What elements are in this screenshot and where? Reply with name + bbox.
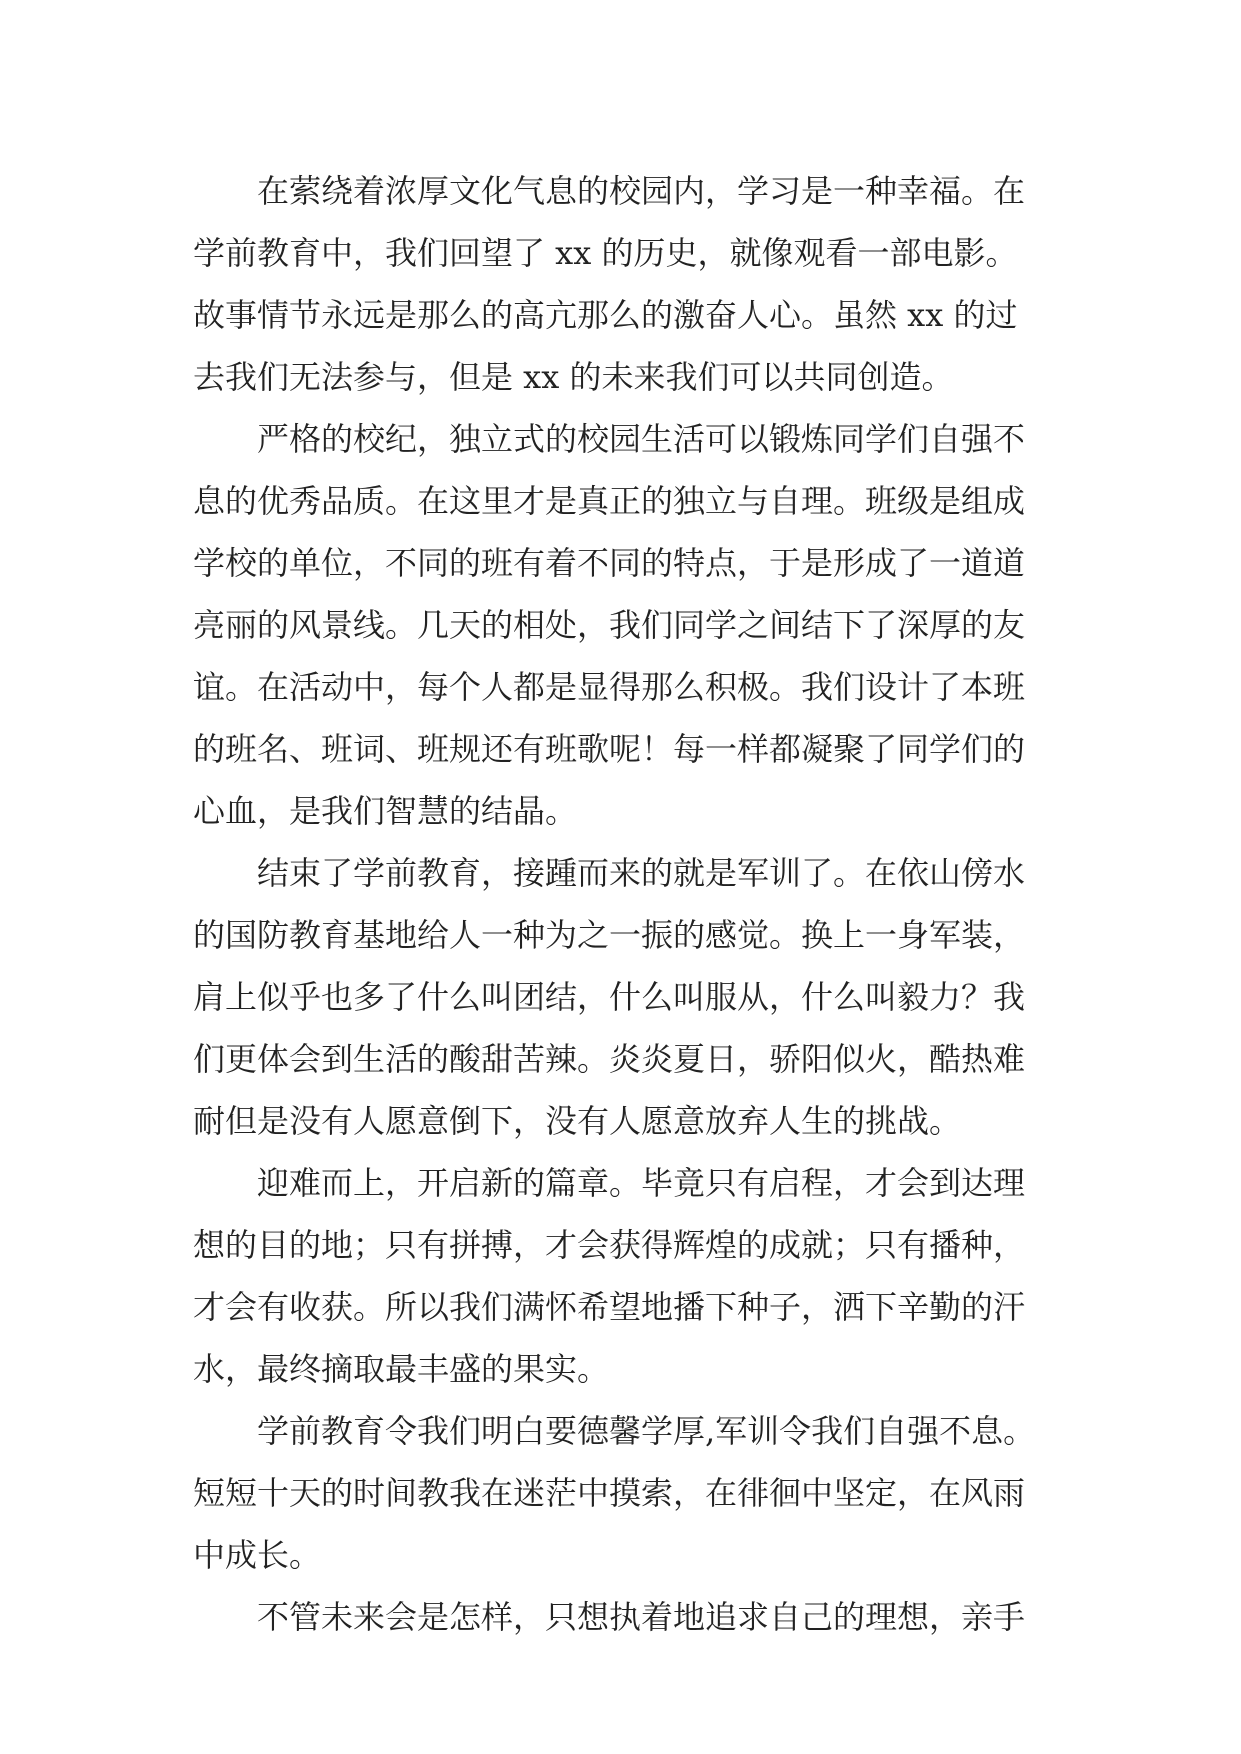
paragraph-5-line-3: 中成长。 — [193, 1536, 322, 1574]
paragraph-1-line-3: 故事情节永远是那么的高亢那么的激奋人心。虽然 xx 的过 — [193, 296, 1018, 334]
paragraph-4-line-3: 才会有收获。所以我们满怀希望地播下种子，洒下辛勤的汗 — [193, 1288, 1026, 1326]
paragraph-3-line-1: 结束了学前教育，接踵而来的就是军训了。在依山傍水 — [257, 854, 1026, 892]
paragraph-1-line-1: 在萦绕着浓厚文化气息的校园内，学习是一种幸福。在 — [257, 172, 1026, 210]
paragraph-3-line-2: 的国防教育基地给人一种为之一振的感觉。换上一身军装， — [193, 916, 1026, 954]
paragraph-2-line-2: 息的优秀品质。在这里才是真正的独立与自理。班级是组成 — [193, 482, 1026, 520]
paragraph-1-line-2: 学前教育中，我们回望了 xx 的历史，就像观看一部电影。 — [193, 234, 1018, 272]
document-body — [193, 160, 1051, 1648]
paragraph-3-line-5: 耐但是没有人愿意倒下，没有人愿意放弃人生的挑战。 — [193, 1102, 962, 1140]
paragraph-2-line-4: 亮丽的风景线。几天的相处，我们同学之间结下了深厚的友 — [193, 606, 1026, 644]
paragraph-6-line-1: 不管未来会是怎样，只想执着地追求自己的理想，亲手 — [257, 1598, 1026, 1636]
paragraph-2-line-5: 谊。在活动中，每个人都是显得那么积极。我们设计了本班 — [193, 668, 1026, 706]
paragraph-4-line-1: 迎难而上，开启新的篇章。毕竟只有启程，才会到达理 — [257, 1164, 1026, 1202]
paragraph-3-line-3: 肩上似乎也多了什么叫团结，什么叫服从，什么叫毅力？我 — [193, 978, 1026, 1016]
paragraph-1-line-4: 去我们无法参与，但是 xx 的未来我们可以共同创造。 — [193, 358, 954, 396]
paragraph-2-line-3: 学校的单位，不同的班有着不同的特点，于是形成了一道道 — [193, 544, 1026, 582]
paragraph-5-line-1: 学前教育令我们明白要德馨学厚,军训令我们自强不息。 — [257, 1412, 1036, 1450]
paragraph-2-line-6: 的班名、班词、班规还有班歌呢！每一样都凝聚了同学们的 — [193, 730, 1026, 768]
paragraph-2-line-7: 心血，是我们智慧的结晶。 — [193, 792, 578, 830]
paragraph-3-line-4: 们更体会到生活的酸甜苦辣。炎炎夏日，骄阳似火，酷热难 — [193, 1040, 1026, 1078]
paragraph-4-line-2: 想的目的地；只有拼搏，才会获得辉煌的成就；只有播种， — [193, 1226, 1026, 1264]
paragraph-2-line-1: 严格的校纪，独立式的校园生活可以锻炼同学们自强不 — [257, 420, 1026, 458]
paragraph-4-line-4: 水，最终摘取最丰盛的果实。 — [193, 1350, 610, 1388]
paragraph-5-line-2: 短短十天的时间教我在迷茫中摸索，在徘徊中坚定，在风雨 — [193, 1474, 1026, 1512]
